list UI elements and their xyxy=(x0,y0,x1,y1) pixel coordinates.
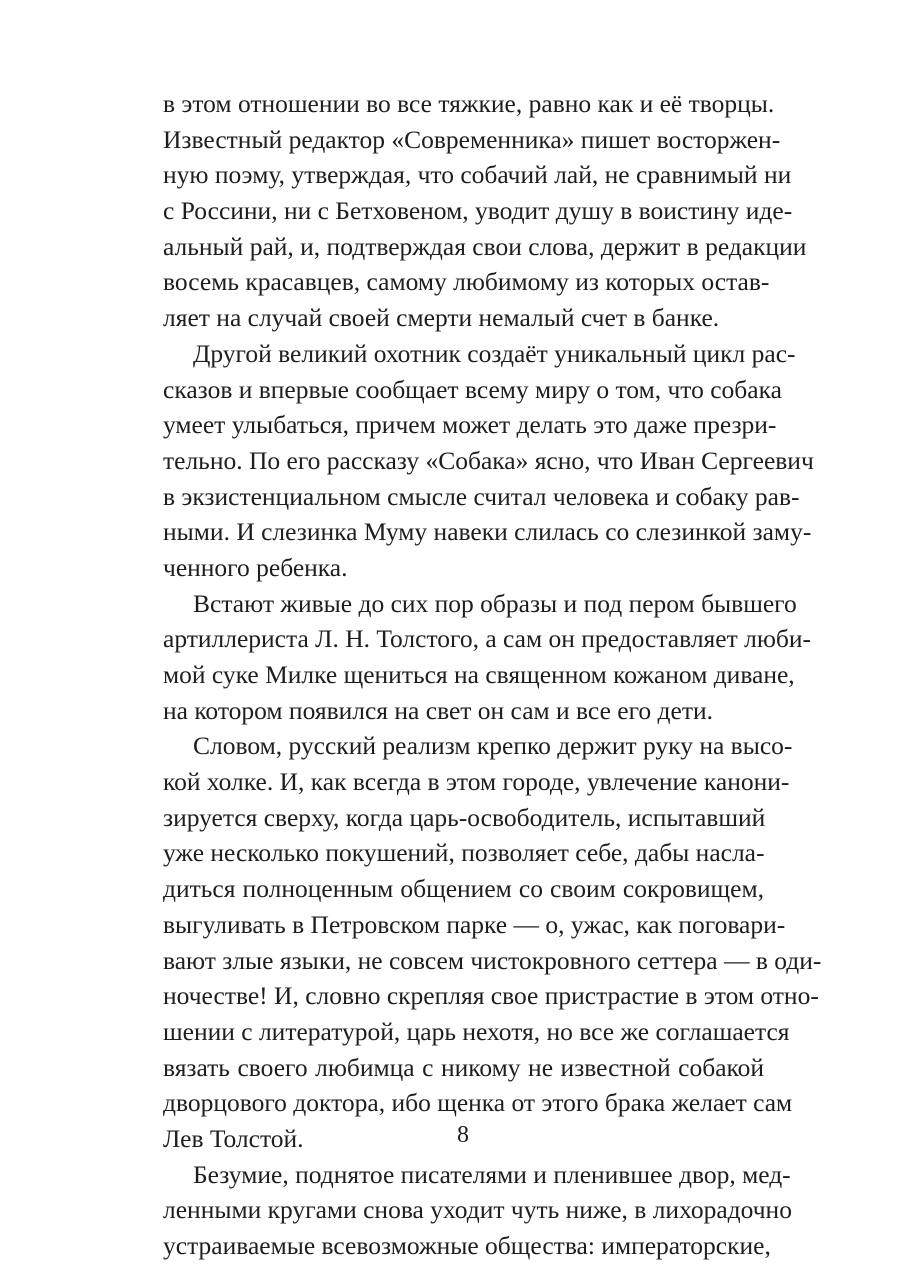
text-line: на котором появился на свет он сам и все его дети. xyxy=(163,695,713,725)
paragraph xyxy=(163,336,814,586)
text-line: Другой великий охотник создаёт уникальный цикл рас- xyxy=(193,338,796,368)
text-line: вают злые языки, не совсем чистокровного сеттера — в оди- xyxy=(163,945,822,975)
paragraph xyxy=(163,1157,792,1264)
text-line: диться полноценным общением со своим сокровищем, xyxy=(163,874,764,904)
text-line: ночестве! И, словно скрепляя свое пристрастие в этом отно- xyxy=(163,981,819,1011)
text-line: восемь красавцев, самому любимому из которых остав- xyxy=(163,267,770,297)
text-line: уже несколько покушений, позволяет себе, дабы насла- xyxy=(163,838,765,868)
text-line: зируется сверху, когда царь-освободитель, испытавший xyxy=(163,802,766,832)
text-line: ченного ребенка. xyxy=(163,552,348,582)
text-line: тельно. По его рассказу «Собака» ясно, что Иван Сергеевич xyxy=(163,445,814,475)
text-line: сказов и впервые сообщает всему миру о том, что собака xyxy=(163,374,782,404)
body-text xyxy=(163,86,822,1264)
paragraph xyxy=(163,586,811,729)
text-line: кой холке. И, как всегда в этом городе, увлечение канони- xyxy=(163,767,790,797)
text-line: мой суке Милке щениться на священном кожаном диване, xyxy=(163,660,795,689)
text-line: Словом, русский реализм крепко держит руку на высо- xyxy=(193,731,793,761)
text-line: в этом отношении во все тяжкие, равно как и её творцы. xyxy=(163,89,775,118)
text-line: артиллериста Л. Н. Толстого, а сам он предоставляет люби- xyxy=(163,624,811,654)
text-line: ными. И слезинка Муму навеки слилась со слезинкой заму- xyxy=(163,517,812,547)
text-line: Встают живые до сих пор образы и под пером бывшего xyxy=(193,588,797,618)
text-line: ленными кругами снова уходит чуть ниже, в лихорадочно xyxy=(163,1195,792,1225)
paragraph xyxy=(163,728,822,1156)
text-line: с Россини, ни с Бетховеном, уводит душу в воистину иде- xyxy=(163,196,793,226)
text-line: Известный редактор «Современника» пишет восторжен- xyxy=(163,124,781,154)
text-line: вязать своего любимца с никому не известной собакой xyxy=(163,1052,764,1082)
page-number: 8 xyxy=(457,1122,469,1148)
text-line: дворцового доктора, ибо щенка от этого брака желает сам xyxy=(163,1088,793,1118)
text-line: Лев Толстой. xyxy=(163,1123,304,1153)
text-line: ную поэму, утверждая, что собачий лай, не сравнимый ни xyxy=(163,160,792,190)
text-line: в экзистенциальном смысле считал человека и собаку рав- xyxy=(163,481,800,511)
text-line: ляет на случай своей смерти немалый счет в банке. xyxy=(163,303,720,333)
text-line: устраиваемые всевозможные общества: императорские, xyxy=(163,1231,771,1260)
text-line: Безумие, поднятое писателями и пленившее двор, мед- xyxy=(193,1159,791,1189)
text-line: шении с литературой, царь нехотя, но все же соглашается xyxy=(163,1016,790,1046)
paragraph xyxy=(163,86,807,336)
text-line: выгуливать в Петровском парке — о, ужас, как поговари- xyxy=(163,909,786,939)
text-line: умеет улыбаться, причем может делать это даже презри- xyxy=(163,410,777,440)
text-line: альный рай, и, подтверждая свои слова, держит в редакции xyxy=(163,231,807,261)
